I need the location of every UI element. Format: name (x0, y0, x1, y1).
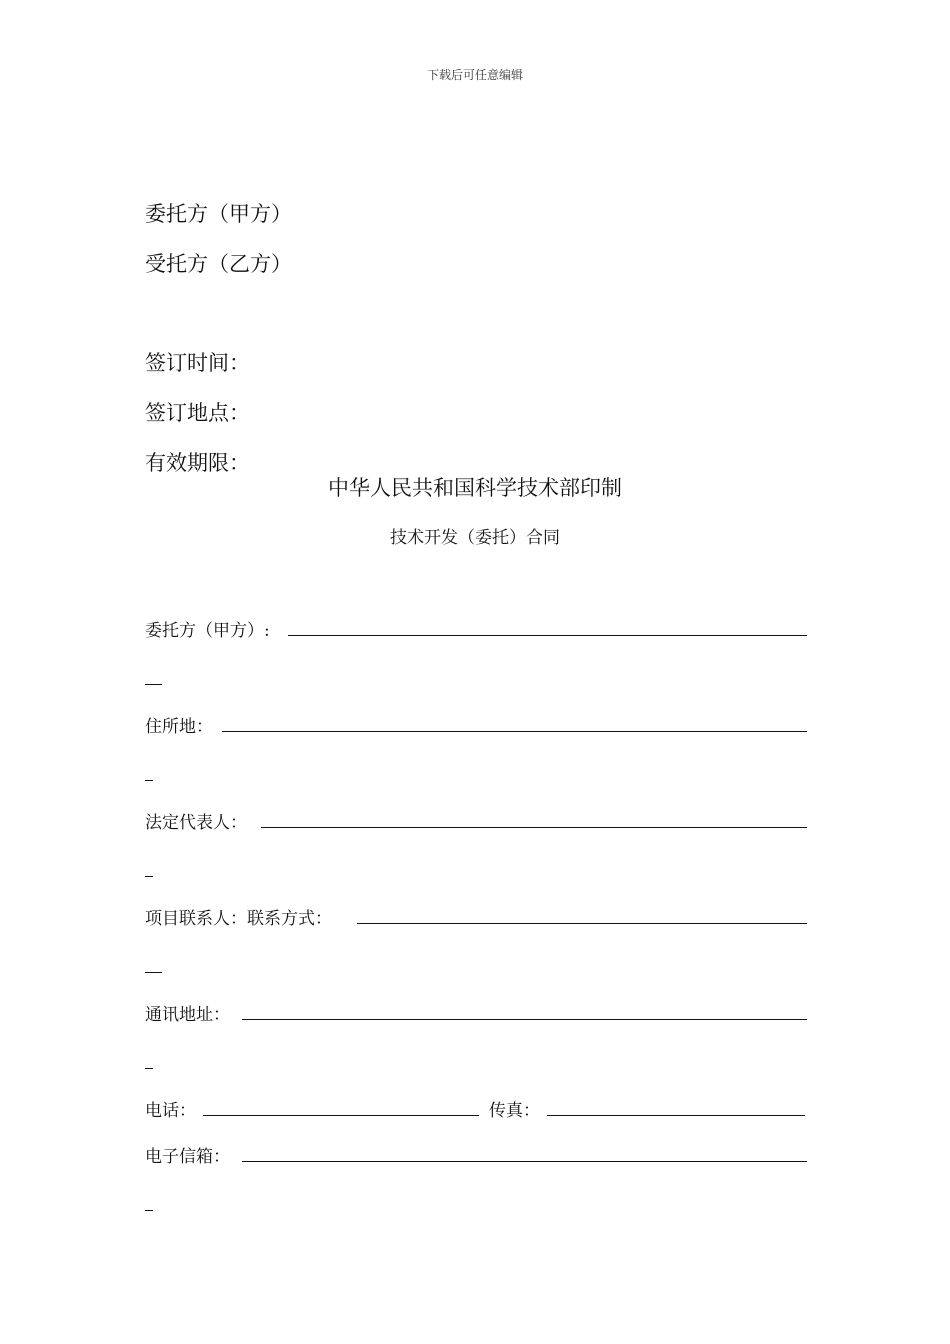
email-overflow-line (145, 1210, 153, 1211)
cover-signing-place: 签订地点： (145, 401, 250, 425)
contact-overflow-line (145, 972, 162, 973)
email-fill-line[interactable] (242, 1161, 807, 1162)
client-overflow-line (145, 684, 162, 685)
mail-address-overflow-line (145, 1068, 153, 1069)
address-overflow-line (145, 780, 153, 781)
address-fill-line[interactable] (222, 731, 807, 732)
printer-line: 中华人民共和国科学技术部印制 (328, 476, 622, 500)
phone-label: 电话： (145, 1101, 196, 1121)
legal-rep-fill-line[interactable] (261, 827, 807, 828)
phone-fill-line[interactable] (203, 1115, 479, 1116)
client-fill-line[interactable] (288, 635, 807, 636)
contract-title: 技术开发（委托）合同 (390, 528, 560, 548)
email-label: 电子信箱： (145, 1147, 230, 1167)
mail-address-fill-line[interactable] (242, 1019, 807, 1020)
legal-rep-label: 法定代表人： (145, 813, 247, 833)
cover-validity: 有效期限： (145, 451, 250, 475)
cover-signing-time: 签订时间： (145, 351, 250, 375)
page-header-note: 下载后可任意编辑 (426, 68, 523, 82)
fax-label: 传真： (489, 1101, 540, 1121)
mail-address-label: 通讯地址： (145, 1005, 230, 1025)
cover-party-b: 受托方（乙方） (145, 252, 292, 276)
contact-label: 项目联系人：联系方式： (145, 909, 332, 929)
client-label: 委托方（甲方）: (145, 621, 270, 641)
contact-fill-line[interactable] (357, 923, 807, 924)
address-label: 住所地： (145, 717, 213, 737)
legal-rep-overflow-line (145, 876, 153, 877)
fax-fill-line[interactable] (547, 1115, 805, 1116)
cover-party-a: 委托方（甲方） (145, 202, 292, 226)
